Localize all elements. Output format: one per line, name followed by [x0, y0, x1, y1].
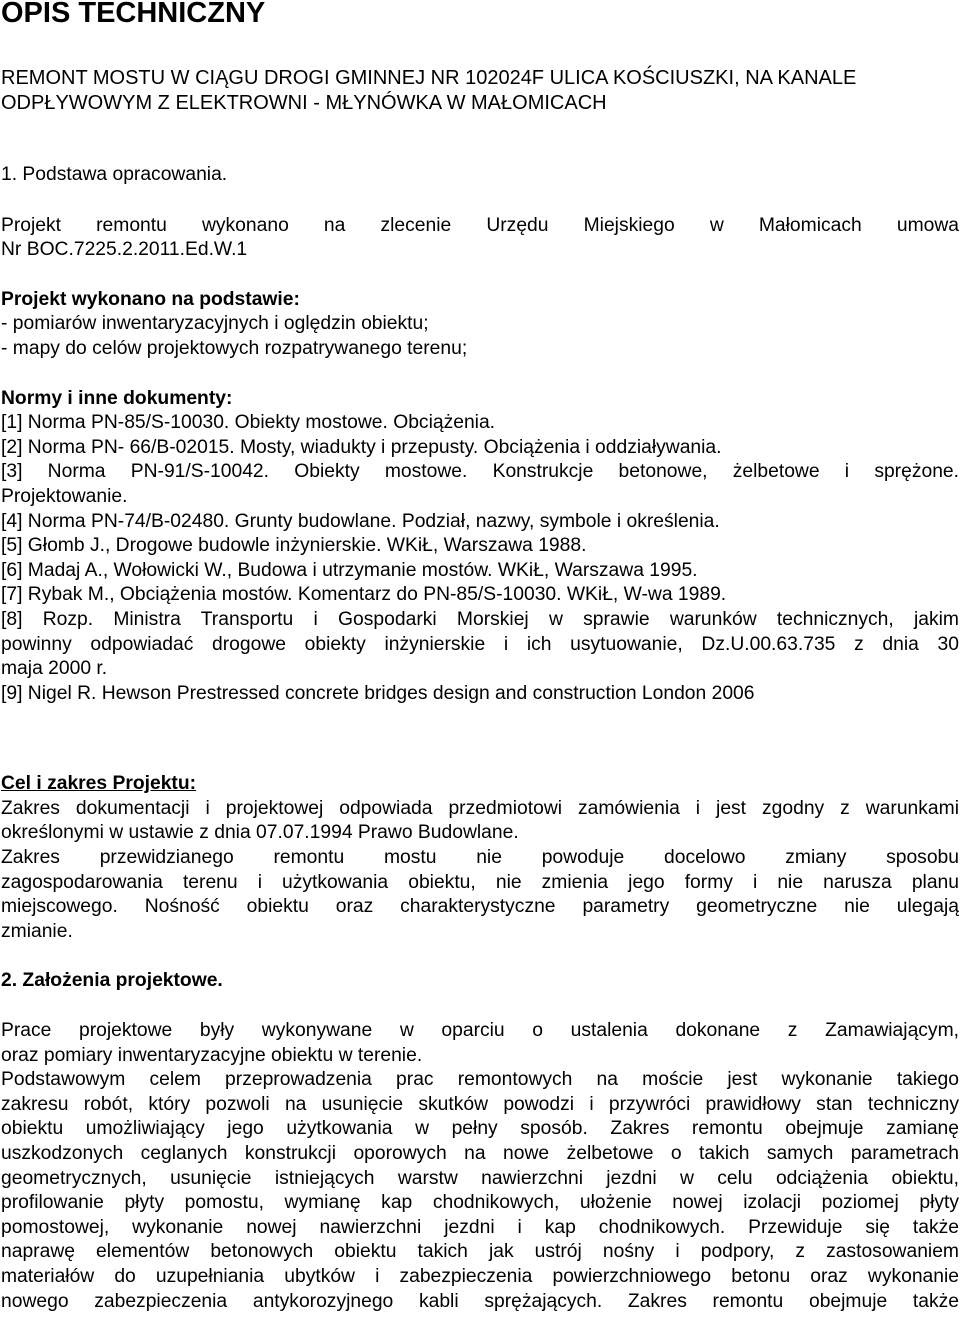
norm-item: [8] Rozp. Ministra Transportu i Gospodarki Morskiej w sprawie warunków technicznych, jakim — [1, 608, 959, 630]
section-2-line: zakresu robót, który pozwoli na usunięcie skutków powodzi i przywróci prawidłowy stan techniczny — [1, 1093, 959, 1115]
norm-item: [4] Norma PN-74/B-02480. Grunty budowlane. Podział, nazwy, symbole i określenia. — [1, 510, 720, 532]
section-1-intro — [1, 214, 959, 263]
section-2-line: naprawę elementów betonowych obiektu takich jak ustrój nośny i podpory, z zastosowaniem — [1, 1241, 959, 1263]
intro-line: Nr BOC.7225.2.2011.Ed.W.1 — [1, 239, 248, 261]
section-2-heading: 2. Założenia projektowe. — [1, 970, 223, 992]
basis-heading: Projekt wykonano na podstawie: — [1, 288, 300, 310]
section-2-line: geometrycznych, usunięcie istniejących warstw nawierzchni jezdni w celu odciążenia obiektu, — [1, 1167, 959, 1189]
goal-line: miejscowego. Nośność obiektu oraz charakterystyczne parametry geometryczne nie ulegają — [1, 896, 959, 918]
goal-line: Zakres przewidzianego remontu mostu nie powoduje docelowo zmiany sposobu — [1, 847, 959, 869]
basis-list — [1, 312, 959, 361]
goal-line: zmianie. — [1, 920, 73, 942]
norm-item: Projektowanie. — [1, 485, 128, 507]
norm-item: [6] Madaj A., Wołowicki W., Budowa i utrzymanie mostów. WKiŁ, Warszawa 1995. — [1, 559, 698, 581]
goal-text — [1, 797, 959, 945]
norm-item: [5] Głomb J., Drogowe budowle inżynierskie. WKiŁ, Warszawa 1988. — [1, 535, 587, 557]
subtitle-line: ODPŁYWOWYM Z ELEKTROWNI - MŁYNÓWKA W MAŁOMICACH — [1, 91, 607, 114]
norm-item: maja 2000 r. — [1, 658, 108, 680]
norm-item: [3] Norma PN-91/S-10042. Obiekty mostowe. Konstrukcje betonowe, żelbetowe i sprężone. — [1, 461, 959, 483]
section-2-line: uszkodzonych ceglanych konstrukcji oporowych na nowe żelbetowe o takich samych parametrach — [1, 1143, 959, 1164]
section-2-line: pomostowej, wykonanie nowej nawierzchni jezdni i kap chodnikowych. Przewiduje się także — [1, 1216, 959, 1238]
goal-line: Zakres dokumentacji i projektowej odpowiada przedmiotowi zamówienia i jest zgodny z warunkami — [1, 797, 959, 819]
intro-line: Projekt remontu wykonano na zlecenie Urzędu Miejskiego w Małomicach umowa — [1, 214, 959, 236]
section-1-heading: 1. Podstawa opracowania. — [1, 164, 228, 185]
norm-item: powinny odpowiadać drogowe obiekty inżynierskie i ich usytuowanie, Dz.U.00.63.735 z dnia 30 — [1, 633, 959, 655]
basis-item: - mapy do celów projektowych rozpatrywanego terenu; — [1, 337, 468, 359]
norm-item: [2] Norma PN- 66/B-02015. Mosty, wiadukty i przepusty. Obciążenia i oddziaływania. — [1, 436, 722, 458]
document-subtitle — [1, 66, 959, 115]
subtitle-line: REMONT MOSTU W CIĄGU DROGI GMINNEJ NR 102024F ULICA KOŚCIUSZKI, NA KANALE — [1, 67, 857, 89]
goal-line: zagospodarowania terenu i użytkowania obiektu, nie zmienia jego formy i nie narusza planu — [1, 871, 959, 893]
norms-list — [1, 411, 959, 706]
basis-item: - pomiarów inwentaryzacyjnych i oględzin obiektu; — [1, 313, 429, 335]
norms-heading: Normy i inne dokumenty: — [1, 387, 233, 409]
norm-item: [7] Rybak M., Obciążenia mostów. Komentarz do PN-85/S-10030. WKiŁ, W-wa 1989. — [1, 584, 727, 606]
section-2-line: oraz pomiary inwentaryzacyjne obiektu w terenie. — [1, 1044, 423, 1066]
norm-item: [9] Nigel R. Hewson Prestressed concrete bridges design and construction London 2006 — [1, 682, 755, 704]
section-2-line: obiektu umożliwiający jego użytkowania w pełny sposób. Zakres remontu obejmuje zamianę — [1, 1118, 959, 1140]
norm-item: [1] Norma PN-85/S-10030. Obiekty mostowe. Obciążenia. — [1, 412, 496, 434]
document-title: OPIS TECHNICZNY — [1, 0, 266, 29]
goal-heading: Cel i zakres Projektu: — [1, 773, 197, 795]
section-2-line: materiałów do uzupełniania ubytków i zabezpieczenia powierzchniowego betonu oraz wykonanie — [1, 1265, 959, 1287]
section-2-line: profilowanie płyty pomostu, wymianę kap chodnikowych, ułożenie nowej izolacji poziomej płyty — [1, 1192, 959, 1214]
goal-line: określonymi w ustawie z dnia 07.07.1994 Prawo Budowlane. — [1, 822, 519, 844]
section-2-line: Podstawowym celem przeprowadzenia prac remontowych na moście jest wykonanie takiego — [1, 1069, 959, 1091]
section-2-line: nowego zabezpieczenia antykorozyjnego kabli sprężających. Zakres remontu obejmuje także — [1, 1290, 959, 1312]
section-2-text — [1, 1019, 959, 1314]
section-2-line: Prace projektowe były wykonywane w oparciu o ustalenia dokonane z Zamawiającym, — [1, 1020, 959, 1042]
